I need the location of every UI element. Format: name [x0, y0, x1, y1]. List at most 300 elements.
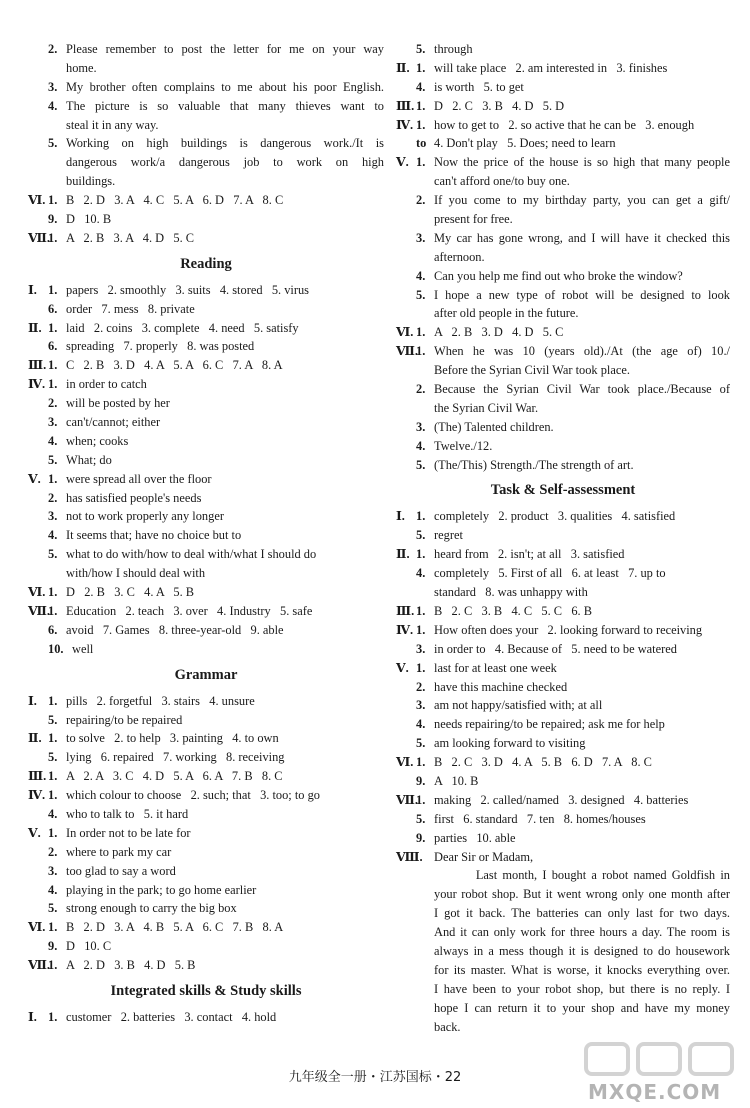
section-marker — [396, 267, 416, 286]
section-marker — [396, 696, 416, 715]
item-number: 1. — [416, 547, 426, 562]
section-marker: Ⅱ. — [396, 60, 410, 75]
answer-line — [28, 805, 384, 824]
item-number: 3. — [48, 79, 58, 94]
answer-line — [396, 1018, 730, 1037]
answer-line — [396, 229, 730, 248]
answer-line — [28, 451, 384, 470]
section-marker — [396, 734, 416, 753]
section-marker: Ⅰ. — [396, 509, 405, 524]
answer-text: It seems that; have no choice but to — [66, 528, 242, 543]
answer-line — [396, 380, 730, 399]
section-marker — [28, 40, 48, 59]
answer-line — [396, 602, 730, 621]
answer-text: Twelve./12. — [434, 438, 493, 453]
answer-line — [396, 210, 730, 229]
section-marker — [396, 923, 416, 942]
answer-line — [396, 342, 730, 361]
item-number — [48, 116, 66, 135]
section-marker — [396, 229, 416, 248]
item-number — [416, 248, 434, 267]
section-heading: Grammar — [174, 666, 238, 683]
item-number: 5. — [416, 811, 426, 826]
answer-text: for its master. What is worse, it knocks everything over. — [434, 962, 730, 977]
section-marker — [396, 904, 416, 923]
answer-line — [28, 640, 384, 659]
item-number: 2. — [416, 382, 426, 397]
answer-text: have this machine checked — [434, 679, 568, 694]
section-marker — [396, 715, 416, 734]
item-number: 1. — [48, 603, 58, 618]
answer-line — [396, 564, 730, 583]
answer-line — [396, 304, 730, 323]
answer-text: Before the Syrian Civil War took place. — [434, 363, 630, 378]
section-marker: Ⅵ. — [396, 325, 414, 340]
answer-line — [396, 248, 730, 267]
answer-line — [396, 904, 730, 923]
answer-line — [396, 791, 730, 810]
item-number: 1. — [416, 755, 426, 770]
section-marker — [396, 810, 416, 829]
section-marker — [28, 394, 48, 413]
answer-line — [396, 323, 730, 342]
answer-text: order 7. mess 8. private — [66, 301, 195, 316]
item-number — [48, 172, 66, 191]
answer-line — [28, 78, 384, 97]
section-marker: Ⅴ. — [396, 155, 409, 170]
section-marker: Ⅷ. — [396, 849, 423, 864]
answer-text: B 2. D 3. A 4. C 5. A 6. D 7. A 8. C — [66, 193, 284, 208]
answer-text: not to work properly any longer — [66, 509, 224, 524]
answer-text: A 2. D 3. B 4. D 5. B — [66, 958, 196, 973]
item-number: 5. — [48, 712, 58, 727]
item-number — [416, 210, 434, 229]
answer-line — [28, 545, 384, 564]
answer-line — [396, 734, 730, 753]
section-marker — [28, 862, 48, 881]
section-marker — [28, 621, 48, 640]
item-number: 2. — [48, 42, 58, 56]
section-marker — [28, 748, 48, 767]
answer-text: when; cooks — [66, 433, 129, 448]
section-marker — [28, 564, 48, 583]
section-marker: Ⅴ. — [396, 660, 409, 675]
section-marker — [28, 881, 48, 900]
answer-text: how to get to 2. so active that he can be 3. enough — [434, 117, 695, 132]
section-marker — [28, 432, 48, 451]
answer-text: needs repairing/to be repaired; ask me for help — [434, 717, 665, 732]
answer-text: avoid 7. Games 8. three-year-old 9. able — [66, 622, 284, 637]
answer-text: am not happy/satisfied with; at all — [434, 698, 603, 713]
section-marker: Ⅶ. — [396, 344, 418, 359]
item-number: 1. — [48, 693, 58, 708]
answer-text: pills 2. forgetful 3. stairs 4. unsure — [66, 693, 255, 708]
answer-line — [396, 659, 730, 678]
item-number: 5. — [416, 736, 426, 751]
section-marker: Ⅰ. — [28, 693, 37, 708]
answer-line — [396, 678, 730, 697]
section-marker — [396, 380, 416, 399]
item-number: 2. — [48, 396, 58, 411]
answer-line — [396, 866, 730, 885]
answer-line — [28, 489, 384, 508]
item-number — [416, 961, 434, 980]
section-marker: Ⅰ. — [28, 1009, 37, 1024]
answer-text: A 2. B 3. A 4. D 5. C — [66, 230, 195, 245]
section-marker — [28, 451, 48, 470]
answer-text: is worth 5. to get — [434, 79, 524, 94]
item-number: 1. — [48, 825, 58, 840]
answer-text: completely 2. product 3. qualities 4. satisfied — [434, 509, 676, 524]
item-number: 5. — [48, 452, 58, 467]
answer-text: hope I can return it to your shop and have my money — [434, 1000, 730, 1015]
answer-line — [396, 640, 730, 659]
item-number: 4. — [48, 528, 58, 543]
answer-text: Dear Sir or Madam, — [434, 849, 534, 864]
answer-line — [28, 470, 384, 489]
answer-line — [396, 40, 730, 59]
answer-text: always in a mess though it is designed to do housework — [434, 943, 730, 958]
answer-text: standard 8. was unhappy with — [434, 585, 588, 600]
section-marker — [28, 153, 48, 172]
answer-text: first 6. standard 7. ten 8. homes/houses — [434, 811, 646, 826]
item-number: 4. — [48, 882, 58, 897]
item-number: 2. — [48, 844, 58, 859]
answer-line — [28, 824, 384, 843]
watermark-text: MXQE.COM — [588, 1080, 722, 1104]
item-number: 1. — [416, 117, 426, 132]
answer-line — [28, 843, 384, 862]
item-number: 1. — [48, 377, 58, 392]
section-marker — [28, 134, 48, 153]
answer-line — [396, 885, 730, 904]
item-number: 3. — [48, 863, 58, 878]
item-number: 2. — [416, 193, 426, 208]
answer-line — [396, 267, 730, 286]
item-number — [416, 942, 434, 961]
answer-text: D 10. C — [66, 939, 112, 954]
section-marker — [28, 413, 48, 432]
item-number: 5. — [48, 547, 58, 562]
answer-line — [28, 881, 384, 900]
answer-line — [396, 961, 730, 980]
item-number: 5. — [48, 901, 58, 916]
answer-line — [396, 696, 730, 715]
item-number: 5. — [48, 750, 58, 765]
item-number: 1. — [48, 731, 58, 746]
answer-line — [396, 829, 730, 848]
item-number: 3. — [48, 415, 58, 430]
section-marker — [28, 116, 48, 135]
item-number — [416, 1018, 434, 1037]
section-heading: Task & Self-assessment — [490, 482, 636, 499]
answer-text: with/how I should deal with — [66, 566, 206, 581]
item-number — [48, 564, 66, 583]
left-column — [28, 40, 384, 1027]
answer-line — [28, 210, 384, 229]
answer-text: D 2. C 3. B 4. D 5. D — [434, 98, 565, 113]
answer-line — [396, 418, 730, 437]
answer-text: B 2. D 3. A 4. B 5. A 6. C 7. B 8. A — [66, 920, 284, 935]
section-marker — [28, 526, 48, 545]
answer-line — [28, 937, 384, 956]
answer-text: What; do — [66, 452, 112, 467]
section-marker — [396, 678, 416, 697]
section-marker — [396, 78, 416, 97]
answer-line — [396, 507, 730, 526]
item-number: 1. — [48, 958, 58, 973]
answer-text: can't afford one/to buy one. — [434, 174, 570, 189]
answer-text: A 2. B 3. D 4. D 5. C — [434, 325, 564, 340]
answer-text: has satisfied people's needs — [66, 490, 202, 505]
item-number: 1. — [48, 1009, 58, 1024]
item-number: 1. — [416, 660, 426, 675]
section-marker: Ⅲ. — [396, 603, 415, 618]
section-marker — [396, 399, 416, 418]
section-marker — [396, 437, 416, 456]
section-marker: Ⅵ. — [28, 585, 46, 600]
section-marker — [396, 772, 416, 791]
answer-text: A 10. B — [434, 773, 479, 788]
answer-text: the Syrian Civil War. — [434, 400, 539, 415]
answer-line — [28, 692, 384, 711]
section-marker — [396, 980, 416, 999]
answer-text: A 2. A 3. C 4. D 5. A 6. A 7. B 8. C — [66, 769, 283, 784]
section-marker: Ⅶ. — [28, 230, 50, 245]
section-marker: Ⅶ. — [396, 792, 418, 807]
section-marker — [396, 866, 416, 885]
answer-text: My brother often complains to me about his poor English. — [66, 79, 384, 94]
answer-text: D 2. B 3. C 4. A 5. B — [66, 585, 195, 600]
answer-text: steal it in any way. — [66, 117, 159, 132]
answer-text: buildings. — [66, 174, 116, 189]
item-number — [416, 304, 434, 323]
section-marker — [28, 489, 48, 508]
section-marker — [28, 805, 48, 824]
section-marker — [396, 286, 416, 305]
section-marker — [28, 545, 48, 564]
answer-line — [396, 772, 730, 791]
answer-line — [28, 507, 384, 526]
answer-line — [28, 191, 384, 210]
section-marker: Ⅶ. — [28, 958, 50, 973]
answer-line — [396, 134, 730, 153]
item-number: 4. — [48, 98, 58, 113]
answer-line — [28, 300, 384, 319]
item-number: 3. — [416, 419, 426, 434]
item-number — [416, 923, 434, 942]
item-number: 6. — [48, 301, 58, 316]
item-number: 9. — [48, 212, 58, 227]
section-marker — [396, 210, 416, 229]
answer-text: If you come to my birthday party, you can get a gift/ — [434, 193, 730, 208]
item-number: 4. — [48, 433, 58, 448]
section-marker — [396, 885, 416, 904]
right-column — [396, 40, 730, 1036]
answer-text: parties 10. able — [434, 830, 516, 845]
answer-line — [28, 899, 384, 918]
answer-line — [28, 862, 384, 881]
answer-text: heard from 2. isn't; at all 3. satisfied — [434, 547, 625, 562]
section-marker — [396, 40, 416, 59]
section-marker — [28, 937, 48, 956]
answer-line — [396, 78, 730, 97]
answer-line — [396, 923, 730, 942]
item-number: 9. — [416, 830, 426, 845]
item-number: 9. — [416, 773, 426, 788]
answer-text: 4. Don't play 5. Does; need to learn — [434, 136, 616, 151]
item-number: 5. — [48, 136, 58, 151]
answer-text: Last month, I bought a robot named Goldfish in — [434, 868, 730, 883]
item-number: 1. — [416, 60, 426, 75]
section-marker — [28, 59, 48, 78]
section-marker: Ⅵ. — [396, 755, 414, 770]
section-marker — [396, 942, 416, 961]
section-marker: Ⅵ. — [28, 920, 46, 935]
page-footer: 九年级全一册・江苏国标・22 — [288, 1070, 462, 1085]
section-marker: Ⅴ. — [28, 471, 41, 486]
section-marker — [28, 337, 48, 356]
item-number — [416, 361, 434, 380]
answer-text: will be posted by her — [66, 396, 170, 411]
item-number: 3. — [48, 509, 58, 524]
item-number: 4. — [416, 566, 426, 581]
answer-text: B 2. C 3. B 4. C 5. C 6. B — [434, 603, 593, 618]
answer-text: How often does your 2. looking forward to receiving — [434, 622, 703, 637]
answer-line — [396, 399, 730, 418]
section-marker: Ⅰ. — [28, 282, 37, 297]
item-number: 1. — [48, 471, 58, 486]
section-marker — [396, 361, 416, 380]
answer-text: in order to catch — [66, 377, 147, 392]
item-number: 6. — [48, 622, 58, 637]
answer-line — [396, 526, 730, 545]
answer-text: back. — [434, 1019, 461, 1034]
section-marker — [396, 526, 416, 545]
answer-text: D 10. B — [66, 212, 112, 227]
answer-line — [396, 191, 730, 210]
item-number — [48, 153, 66, 172]
item-number: 1. — [48, 585, 58, 600]
answer-text: customer 2. batteries 3. contact 4. hold — [66, 1009, 277, 1024]
answer-line — [396, 545, 730, 564]
answer-text: Because the Syrian Civil War took place./Because of — [434, 382, 730, 397]
item-number: 1. — [416, 98, 426, 113]
answer-line — [396, 583, 730, 602]
item-number: 4. — [416, 79, 426, 94]
section-marker — [396, 418, 416, 437]
answer-text: Working on high buildings is dangerous work./It is — [66, 136, 384, 151]
section-marker: Ⅳ. — [28, 788, 46, 803]
answer-line — [28, 319, 384, 338]
answer-text: through — [434, 42, 473, 56]
item-number: 1. — [416, 325, 426, 340]
answer-text: what to do with/how to deal with/what I should do — [66, 547, 317, 562]
section-marker — [396, 583, 416, 602]
item-number: 4. — [48, 806, 58, 821]
answer-text: Education 2. teach 3. over 4. Industry 5. safe — [66, 603, 313, 618]
section-marker — [28, 640, 48, 659]
section-marker — [396, 172, 416, 191]
answer-line — [28, 1008, 384, 1027]
answer-text: where to park my car — [66, 844, 172, 859]
answer-text: can't/cannot; either — [66, 415, 161, 430]
answer-line — [28, 59, 384, 78]
section-marker: Ⅳ. — [396, 117, 414, 132]
section-marker — [396, 304, 416, 323]
item-number — [416, 848, 434, 867]
answer-text: My car has gone wrong, and I will have it checked this — [434, 230, 730, 245]
answer-line — [396, 621, 730, 640]
answer-line — [396, 715, 730, 734]
section-marker — [396, 191, 416, 210]
answer-line — [28, 564, 384, 583]
section-marker: Ⅱ. — [28, 731, 42, 746]
item-number: 3. — [416, 698, 426, 713]
answer-text: Please remember to post the letter for me on your way — [66, 42, 384, 56]
answer-line — [396, 153, 730, 172]
answer-text: Can you help me find out who broke the window? — [434, 268, 683, 283]
section-marker — [396, 134, 416, 153]
item-number — [416, 399, 434, 418]
section-marker — [28, 172, 48, 191]
answer-line — [28, 97, 384, 116]
answer-line — [28, 134, 384, 153]
answer-line — [28, 583, 384, 602]
answer-text: will take place 2. am interested in 3. finishes — [434, 60, 668, 75]
answer-text: I have been to your robot shop, but there is no reply. I — [434, 981, 730, 996]
item-number: 1. — [48, 358, 58, 373]
answer-text: And it can only work for three hours a day. The room is — [434, 925, 730, 940]
answer-line — [28, 413, 384, 432]
answer-line — [396, 172, 730, 191]
answer-line — [28, 432, 384, 451]
answer-text: am looking forward to visiting — [434, 736, 586, 751]
item-number: 1. — [48, 320, 58, 335]
section-marker — [396, 640, 416, 659]
item-number: 4. — [416, 268, 426, 283]
section-marker — [396, 999, 416, 1018]
item-number: 1. — [48, 920, 58, 935]
section-marker — [28, 210, 48, 229]
item-number: 1. — [416, 622, 426, 637]
item-number — [416, 583, 434, 602]
answer-text: I got it back. The batteries can only last for two days. — [434, 906, 730, 921]
answer-line — [28, 526, 384, 545]
answer-text: your robot shop. But it went wrong only one month after — [434, 887, 730, 902]
answer-line — [396, 848, 730, 867]
section-marker: Ⅴ. — [28, 825, 41, 840]
answer-text: repairing/to be repaired — [66, 712, 183, 727]
item-number: 3. — [416, 641, 426, 656]
item-number: 10. — [48, 641, 64, 656]
answer-line — [28, 786, 384, 805]
item-number: 1. — [416, 603, 426, 618]
answer-line — [28, 711, 384, 730]
answer-text: The picture is so valuable that many thieves want to — [66, 98, 384, 113]
section-marker: Ⅳ. — [28, 377, 46, 392]
item-number: 1. — [48, 230, 58, 245]
answer-line — [396, 437, 730, 456]
answer-line — [28, 337, 384, 356]
answer-text: which colour to choose 2. such; that 3. too; to go — [66, 788, 320, 803]
section-marker: Ⅳ. — [396, 622, 414, 637]
answer-line — [28, 956, 384, 975]
answer-line — [28, 281, 384, 300]
answer-text: B 2. C 3. D 4. A 5. B 6. D 7. A 8. C — [434, 755, 652, 770]
item-number: 5. — [416, 528, 426, 543]
answer-text: C 2. B 3. D 4. A 5. A 6. C 7. A 8. A — [66, 358, 283, 373]
